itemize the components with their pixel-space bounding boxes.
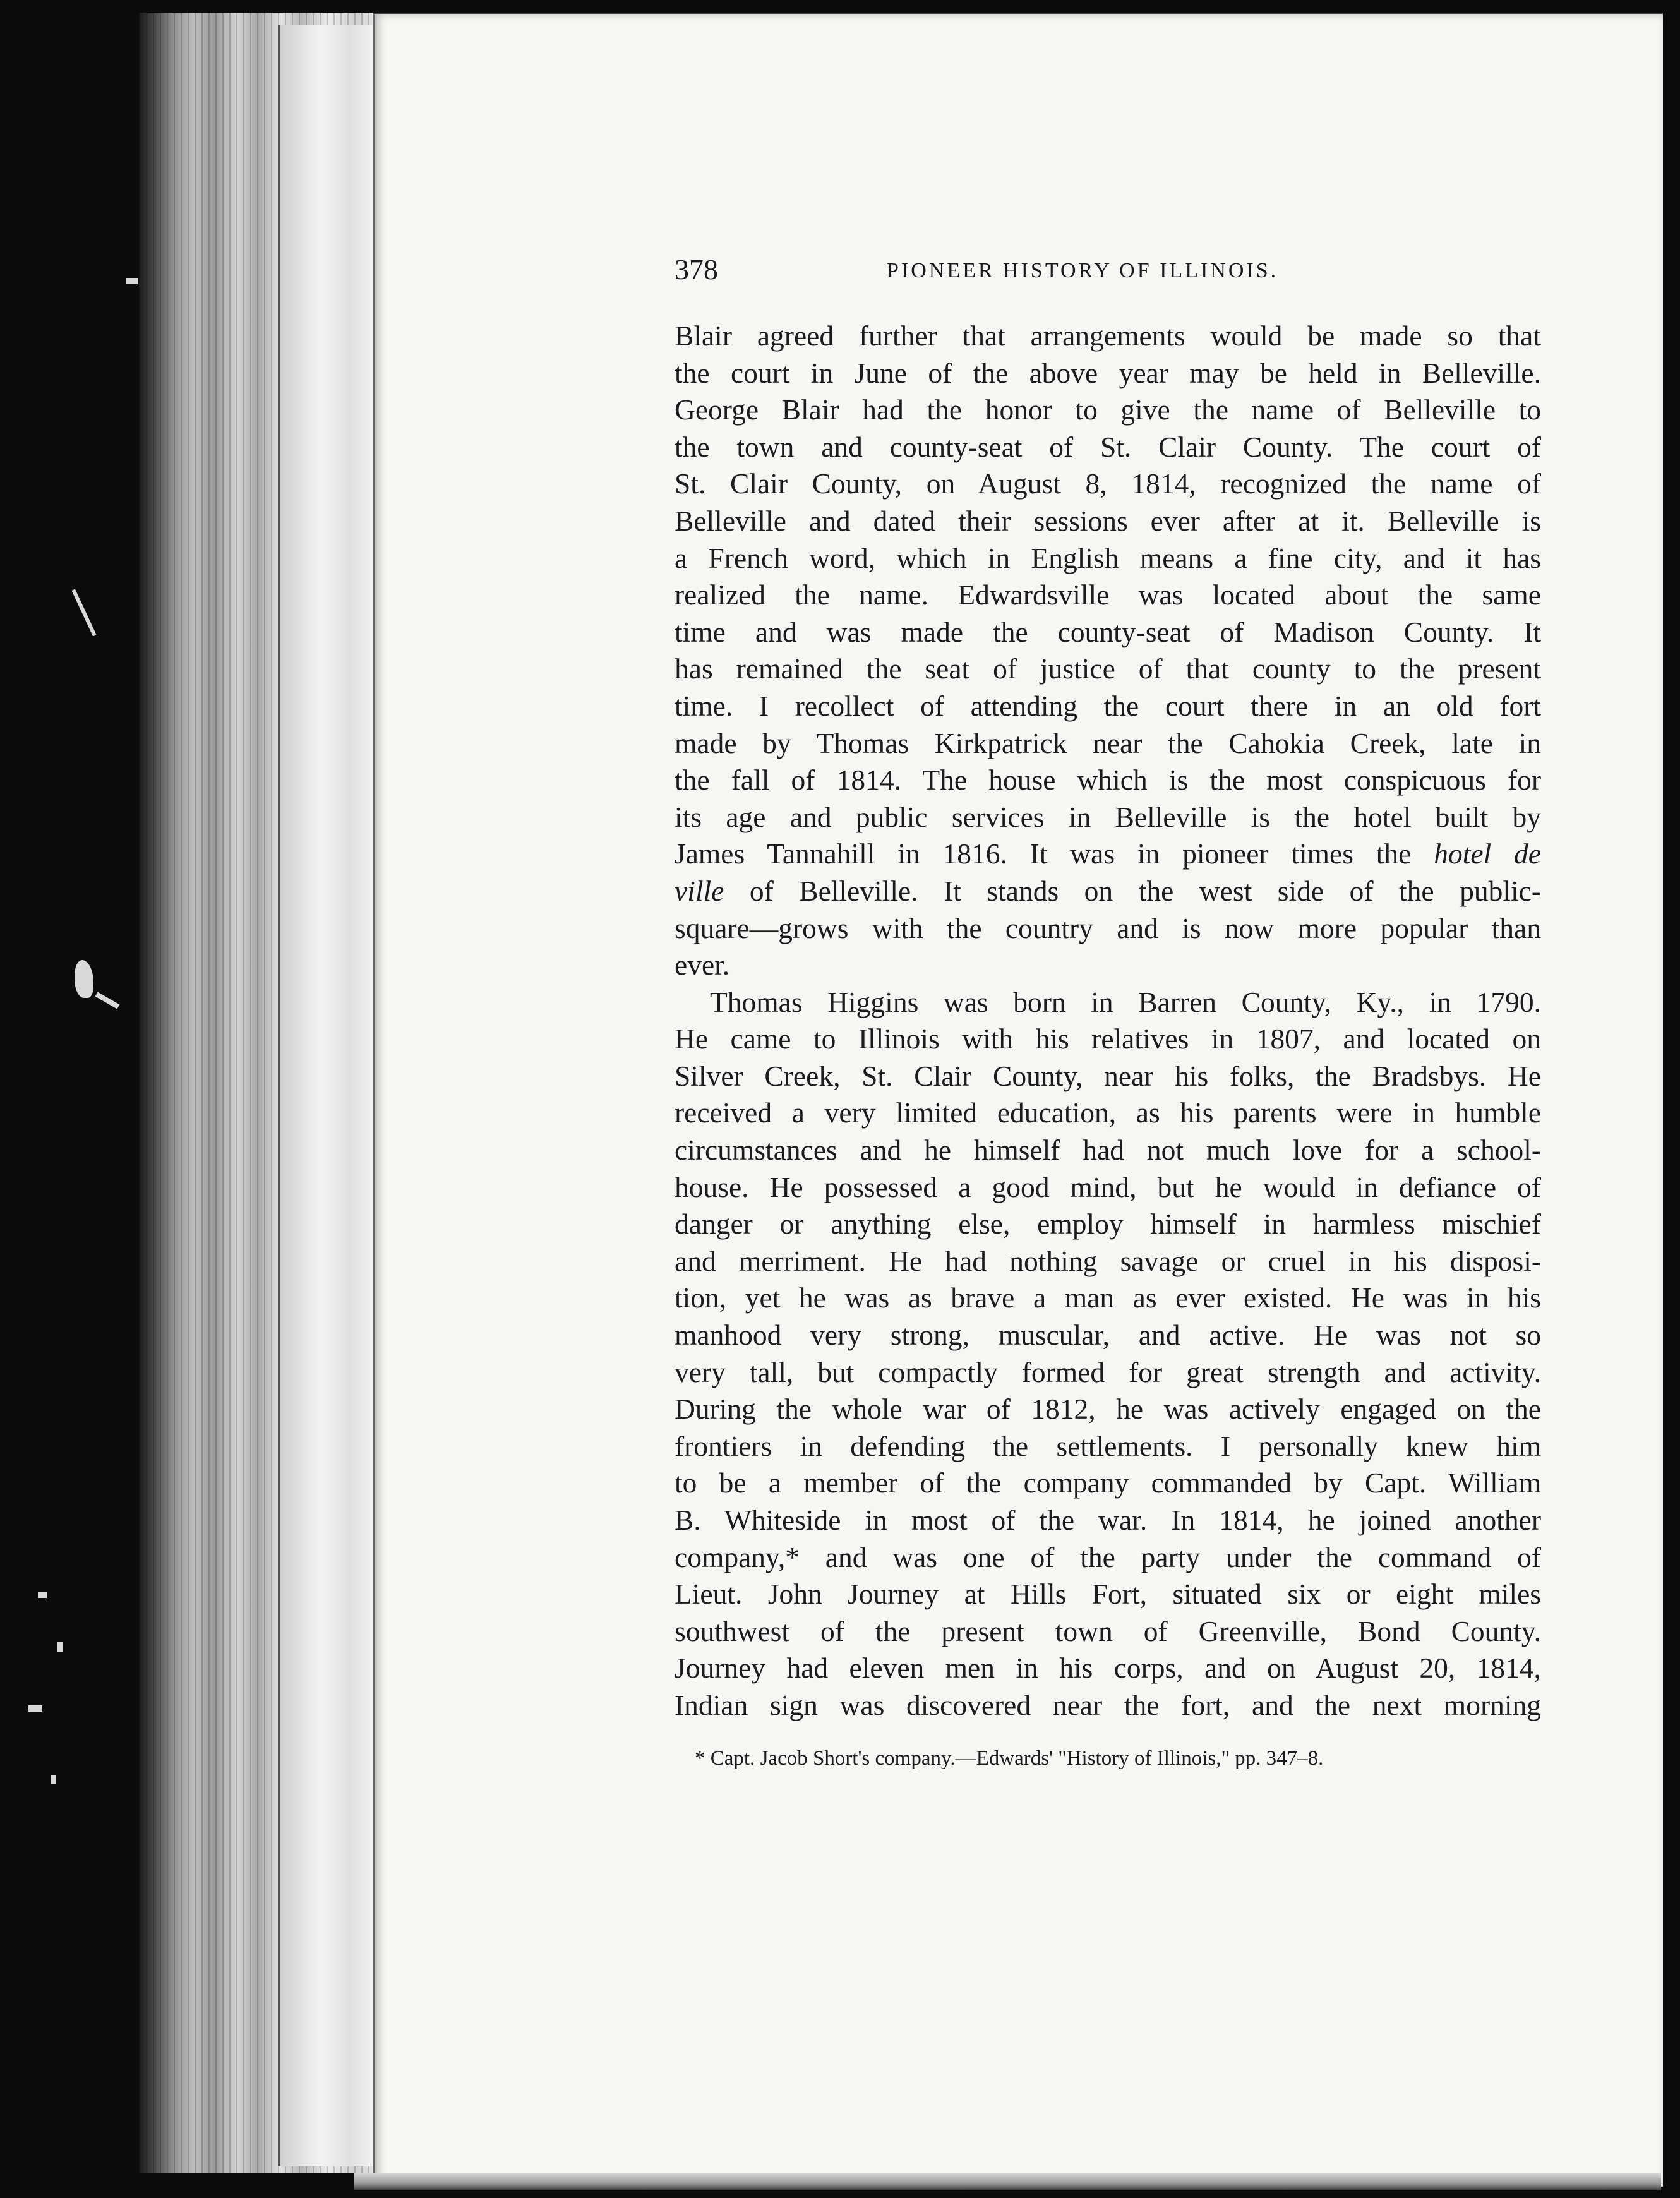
text-line: time. I recollect of attending the court there in an old fort [675, 689, 1541, 722]
footnote-text: * Capt. Jacob Short's company.—Edwards' "History of Illinois," pp. 347–8. [695, 1746, 1324, 1770]
text-line: has remained the seat of justice of that county to the present [675, 652, 1541, 685]
text-line: Lieut. John Journey at Hills Fort, situated six or eight miles [675, 1578, 1541, 1611]
text-line: company,* and was one of the party under the command of [675, 1540, 1541, 1573]
text-segment: of Belleville. It stands on the west side of the public- [749, 874, 1541, 907]
inner-page-edge [278, 25, 381, 2166]
dust-speck [28, 1705, 42, 1712]
text-line: During the whole war of 1812, he was actively engaged on the [675, 1393, 1541, 1426]
page-bottom-edge [354, 2173, 1661, 2190]
text-line: realized the name. Edwardsville was located about the same [675, 579, 1541, 611]
text-line: He came to Illinois with his relatives in 1807, and located on [675, 1023, 1541, 1055]
text-line: danger or anything else, employ himself in harmless mischief [675, 1208, 1541, 1240]
text-line: circumstances and he himself had not much love for a school- [675, 1134, 1541, 1167]
running-title: PIONEER HISTORY OF ILLINOIS. [887, 259, 1279, 282]
text-line: very tall, but compactly formed for great strength and activity. [675, 1355, 1541, 1388]
text-line: Blair agreed further that arrangements would be made so that [675, 320, 1541, 352]
text-line: frontiers in defending the settlements. I personally knew him [675, 1429, 1541, 1462]
page-number: 378 [675, 253, 718, 285]
dust-speck [71, 589, 96, 636]
text-line-with-italic [675, 836, 1541, 873]
text-line: the fall of 1814. The house which is the most conspicuous for [675, 764, 1541, 796]
text-line: a French word, which in English means a fine city, and it has [675, 541, 1541, 574]
text-line: received a very limited education, as his parents were in humble [675, 1096, 1541, 1129]
text-segment: James Tannahill in 1816. It was in pioneer times the [675, 838, 1412, 870]
text-line: Silver Creek, St. Clair County, near his folks, the Bradsbys. He [675, 1059, 1541, 1092]
text-line: to be a member of the company commanded by Capt. William [675, 1467, 1541, 1499]
text-line: house. He possessed a good mind, but he would in defiance of [675, 1170, 1541, 1203]
text-line: George Blair had the honor to give the name of Belleville to [675, 393, 1541, 426]
dust-speck [51, 1775, 56, 1784]
text-line: the town and county-seat of St. Clair County. The court of [675, 430, 1541, 463]
text-line-with-italic [675, 873, 1541, 910]
text-line: manhood very strong, muscular, and active. He was not so [675, 1319, 1541, 1352]
text-line: B. Whiteside in most of the war. In 1814, he joined another [675, 1504, 1541, 1536]
text-line: Journey had eleven men in his corps, and on August 20, 1814, [675, 1652, 1541, 1685]
italic-phrase: ville [675, 874, 724, 907]
dust-speck [75, 960, 93, 998]
text-line: the court in June of the above year may be held in Belleville. [675, 356, 1541, 389]
dust-speck [38, 1592, 47, 1598]
text-line: Thomas Higgins was born in Barren County, Ky., in 1790. [710, 985, 1541, 1018]
text-line: time and was made the county-seat of Madison County. It [675, 615, 1541, 648]
dust-speck [57, 1642, 63, 1652]
text-line: square—grows with the country and is now more popular than [675, 911, 1541, 944]
italic-phrase: hotel de [1434, 838, 1541, 870]
body-text [675, 318, 1541, 1724]
text-line: Indian sign was discovered near the fort, and the next morning [675, 1688, 1541, 1721]
text-line: its age and public services in Belleville is the hotel built by [675, 800, 1541, 833]
text-line: St. Clair County, on August 8, 1814, recognized the name of [675, 467, 1541, 500]
text-line: and merriment. He had nothing savage or cruel in his disposi- [675, 1244, 1541, 1277]
text-line: southwest of the present town of Greenville, Bond County. [675, 1614, 1541, 1647]
text-line: ever. [675, 949, 730, 982]
dust-speck [126, 278, 138, 284]
text-line: Belleville and dated their sessions ever after at it. Belleville is [675, 504, 1541, 537]
text-line: tion, yet he was as brave a man as ever existed. He was in his [675, 1282, 1541, 1314]
running-head [675, 253, 1540, 291]
dust-speck [95, 992, 120, 1009]
text-line: made by Thomas Kirkpatrick near the Cahokia Creek, late in [675, 726, 1541, 759]
